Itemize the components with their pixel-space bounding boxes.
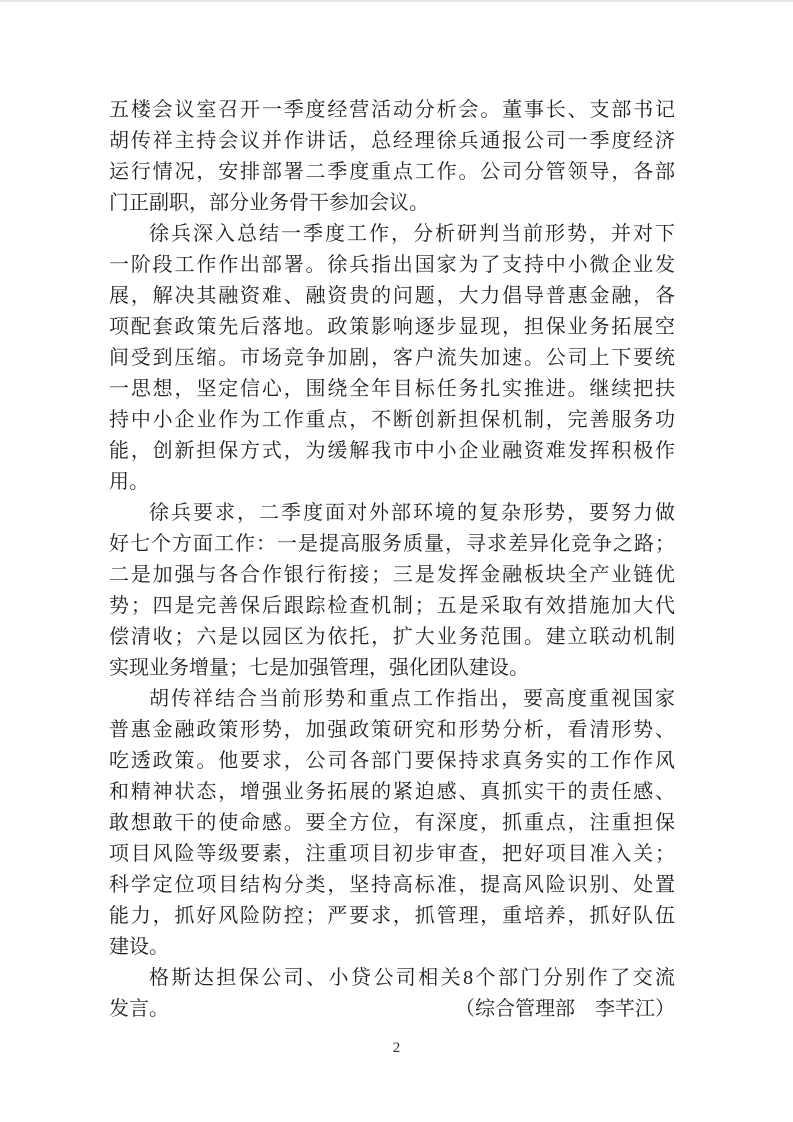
scan-artifact-top-edge bbox=[0, 0, 793, 2]
text-line: 和精神状态，增强业务拓展的紧迫感、真抓实干的责任感、 bbox=[109, 781, 675, 803]
text-line: 项配套政策先后落地。政策影响逐步显现，担保业务拓展空 bbox=[109, 316, 675, 338]
page-number: 2 bbox=[392, 1040, 401, 1056]
text-line: 胡传祥结合当前形势和重点工作指出，要高度重视国家 bbox=[149, 688, 675, 710]
text-line: 间受到压缩。市场竞争加剧，客户流失加速。公司上下要统 bbox=[109, 347, 675, 369]
text-line: 徐兵深入总结一季度工作，分析研判当前形势，并对下 bbox=[149, 223, 675, 245]
closing-left-text: 发言。 bbox=[109, 998, 169, 1020]
text-line: 好七个方面工作：一是提高服务质量，寻求差异化竞争之路； bbox=[109, 533, 675, 555]
document-body bbox=[109, 95, 675, 1025]
attribution-text: （综合管理部 李芊江） bbox=[455, 998, 675, 1020]
text-line: 偿清收；六是以园区为依托，扩大业务范围。建立联动机制 bbox=[109, 626, 675, 648]
text-line: 敢想敢干的使命感。要全方位，有深度，抓重点，注重担保 bbox=[109, 812, 675, 834]
closing-line bbox=[109, 994, 675, 1025]
text-line: 徐兵要求，二季度面对外部环境的复杂形势，要努力做 bbox=[149, 502, 675, 524]
text-line: 格斯达担保公司、小贷公司相关8个部门分别作了交流 bbox=[149, 967, 675, 989]
text-line: 能，创新担保方式，为缓解我市中小企业融资难发挥积极作 bbox=[109, 440, 675, 462]
text-line: 科学定位项目结构分类，坚持高标准，提高风险识别、处置 bbox=[109, 874, 675, 896]
text-line: 二是加强与各合作银行衔接；三是发挥金融板块全产业链优 bbox=[109, 564, 675, 586]
text-line: 势；四是完善保后跟踪检查机制；五是采取有效措施加大代 bbox=[109, 595, 675, 617]
text-line: 持中小企业作为工作重点，不断创新担保机制，完善服务功 bbox=[109, 409, 675, 431]
text-line: 普惠金融政策形势，加强政策研究和形势分析，看清形势、 bbox=[109, 719, 675, 741]
text-line: 五楼会议室召开一季度经营活动分析会。董事长、支部书记 bbox=[109, 99, 675, 121]
text-line: 展，解决其融资难、融资贵的问题，大力倡导普惠金融，各 bbox=[109, 285, 675, 307]
text-line: 用。 bbox=[109, 471, 149, 493]
text-line: 实现业务增量；七是加强管理，强化团队建设。 bbox=[109, 657, 529, 679]
text-line: 建设。 bbox=[109, 936, 169, 958]
paragraphs bbox=[109, 95, 675, 994]
text-line: 吃透政策。他要求，公司各部门要保持求真务实的工作作风 bbox=[109, 750, 675, 772]
text-line: 一阶段工作作出部署。徐兵指出国家为了支持中小微企业发 bbox=[109, 254, 675, 276]
text-line: 运行情况，安排部署二季度重点工作。公司分管领导，各部 bbox=[109, 161, 675, 183]
text-line: 一思想，坚定信心，围绕全年目标任务扎实推进。继续把扶 bbox=[109, 378, 675, 400]
text-line: 胡传祥主持会议并作讲话，总经理徐兵通报公司一季度经济 bbox=[109, 130, 675, 152]
text-line: 项目风险等级要素，注重项目初步审查，把好项目准入关； bbox=[109, 843, 675, 865]
text-line: 门正副职，部分业务骨干参加会议。 bbox=[109, 192, 429, 214]
text-line: 能力，抓好风险防控；严要求，抓管理，重培养，抓好队伍 bbox=[109, 905, 675, 927]
